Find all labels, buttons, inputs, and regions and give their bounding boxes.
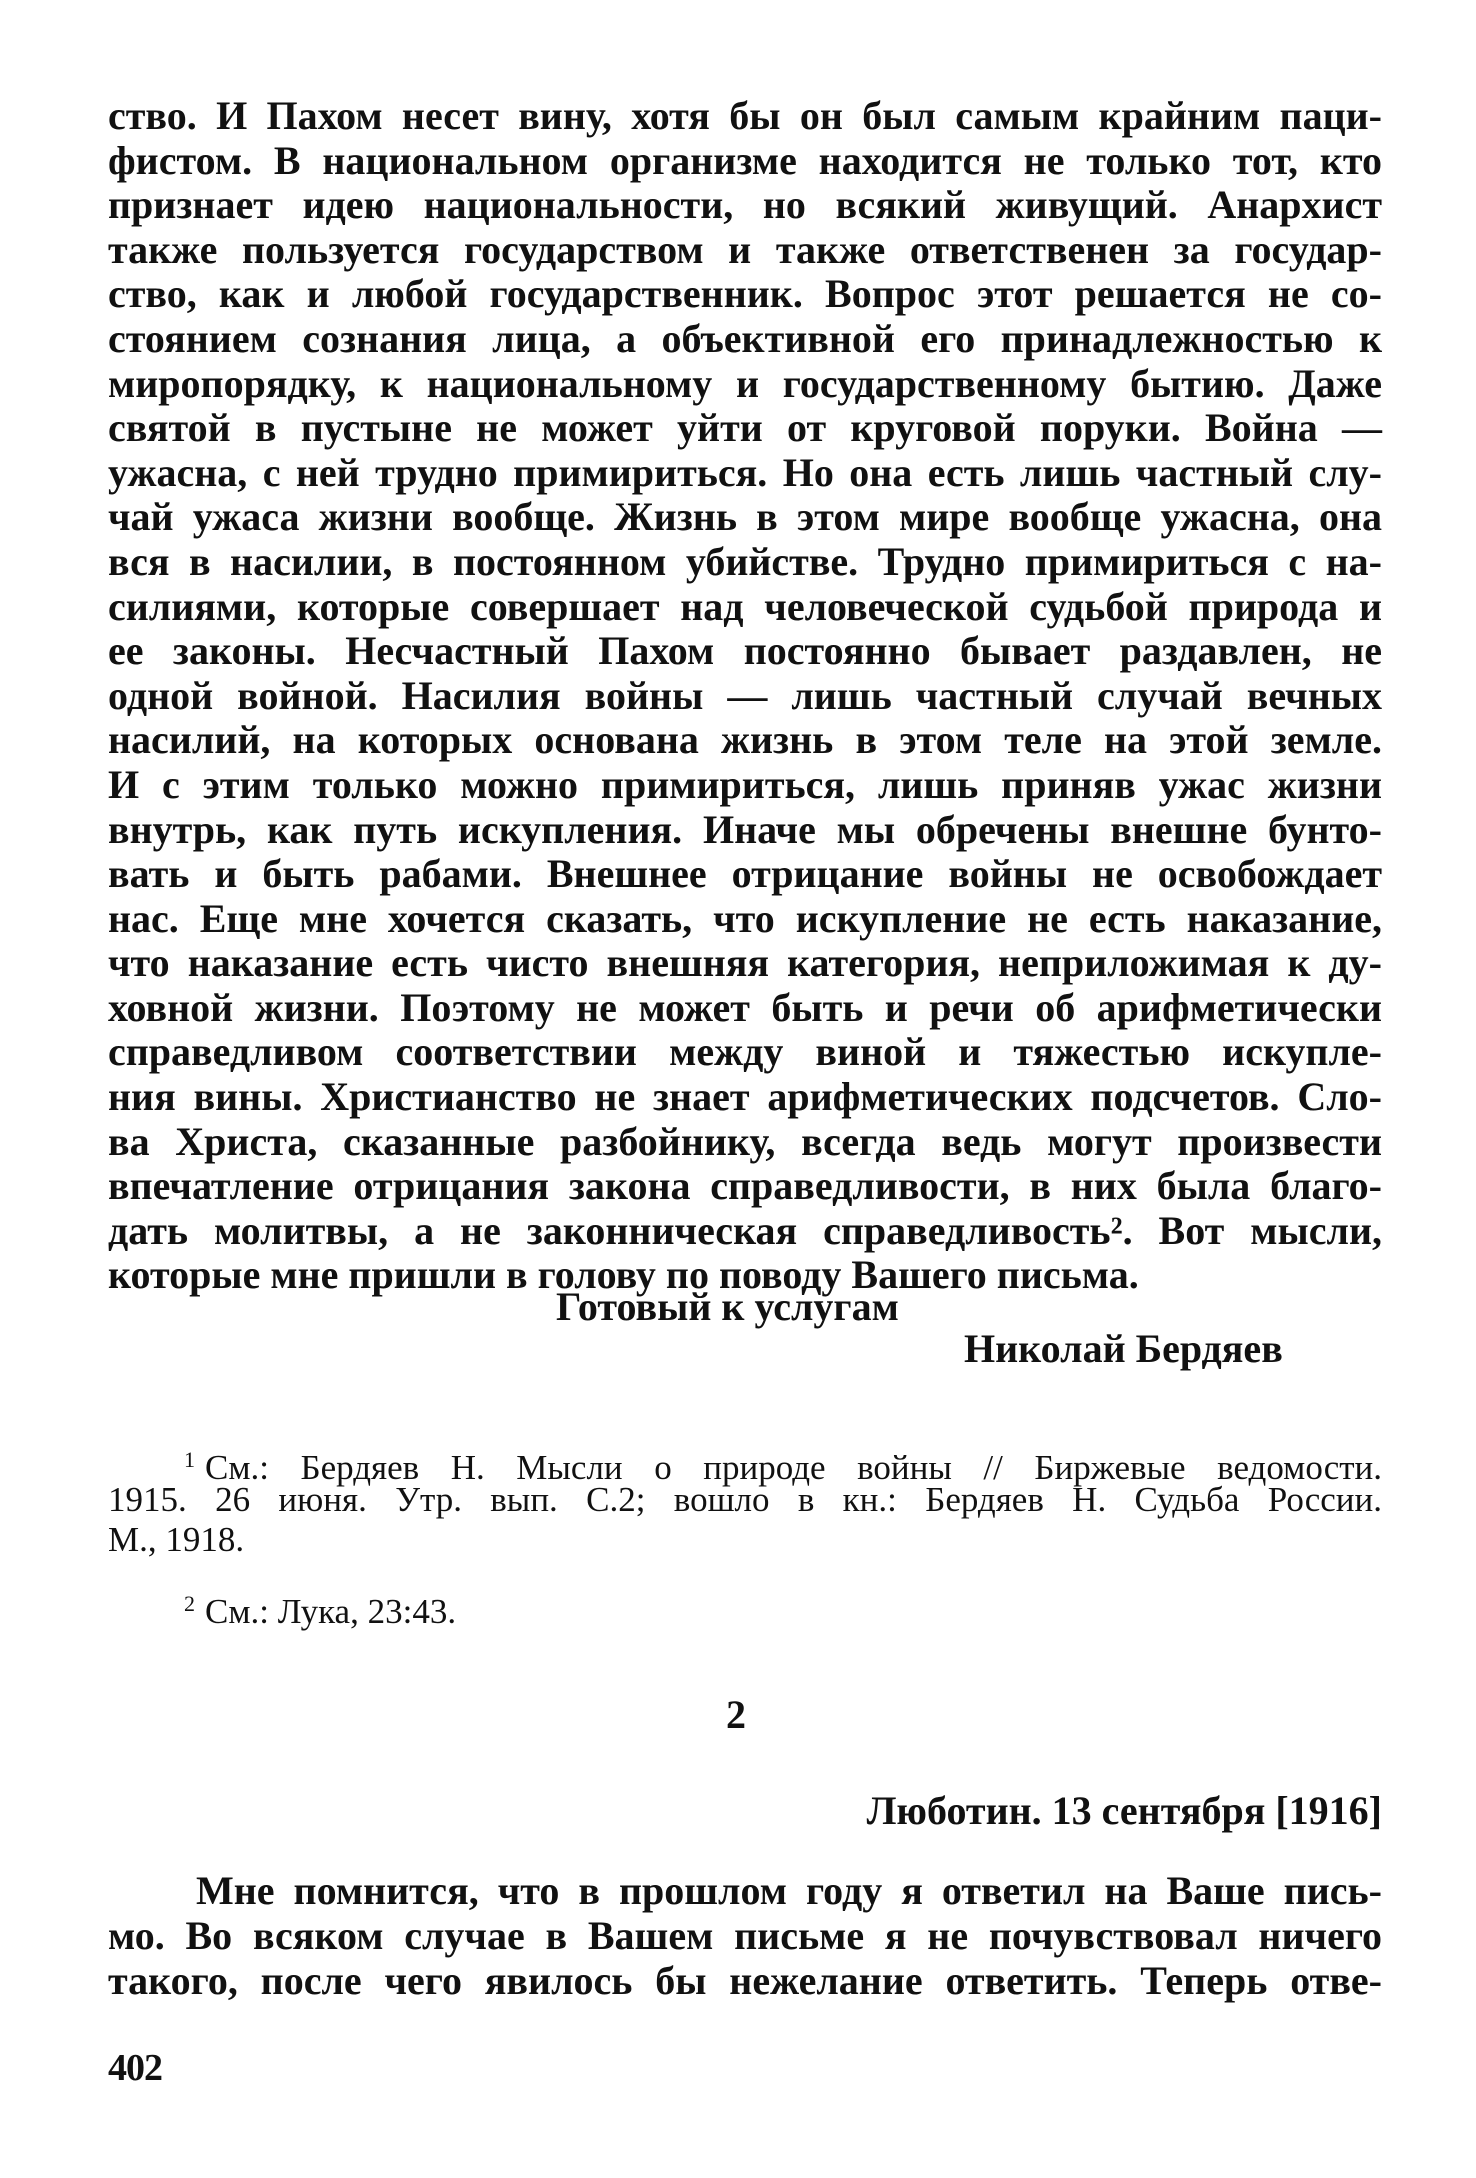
- text-line: также пользуется государством и также ответственен за государ-: [108, 226, 1382, 272]
- text-line: которые мне пришли в голову по поводу Вашего письма.: [108, 1252, 1139, 1298]
- text-line: насилий, на которых основана жизнь в этом теле на этой земле.: [108, 717, 1382, 763]
- text-line: вать и быть рабами. Внешнее отрицание войны не освобождает: [108, 851, 1382, 897]
- text-line: ужасна, с ней трудно примириться. Но она есть лишь частный слу-: [108, 449, 1382, 495]
- footnote-1-line: М., 1918.: [108, 1520, 245, 1559]
- text-line: ство, как и любой государственник. Вопрос этот решается не со-: [108, 271, 1382, 317]
- text-line: ния вины. Христианство не знает арифметических подсчетов. Сло-: [108, 1074, 1382, 1120]
- text-line: впечатление отрицания закона справедливости, в них была благо-: [108, 1163, 1382, 1209]
- text-line: силиями, которые совершает над человеческой судьбой природа и: [108, 583, 1382, 629]
- text-line: ство. И Пахом несет вину, хотя бы он был самым крайним паци-: [108, 93, 1382, 138]
- text-line: Мне помнится, что в прошлом году я ответил на Ваше пись-: [196, 1868, 1382, 1913]
- letter-2-body-text: [108, 1868, 1382, 2003]
- signature-closing: Готовый к услугам: [556, 1284, 899, 1329]
- text-line: фистом. В национальном организме находится не только тот, кто: [108, 137, 1382, 183]
- letter-place-date: Люботин. 13 сентября [1916]: [866, 1788, 1382, 1833]
- footnote-2-line: [108, 1584, 1382, 1631]
- footnotes: [108, 1440, 1382, 1631]
- page-number: 402: [108, 2047, 162, 2089]
- text-line: дать молитвы, а не законническая справедливость². Вот мысли,: [108, 1207, 1382, 1253]
- text-line: ва Христа, сказанные разбойнику, всегда ведь могут произвести: [108, 1118, 1382, 1164]
- letter-body-text: [108, 94, 1382, 1298]
- footnote-1-line: 1915. 26 июня. Утр. вып. С.2; вошло в кн.: Бердяев Н. Судьба России.: [108, 1480, 1382, 1519]
- text-line: ховной жизни. Поэтому не может быть и речи об арифметически: [108, 984, 1382, 1030]
- text-line: нас. Еще мне хочется сказать, что искупление не есть наказание,: [108, 895, 1382, 941]
- text-line: чай ужаса жизни вообще. Жизнь в этом мире вообще ужасна, она: [108, 494, 1382, 540]
- text-line: внутрь, как путь искупления. Иначе мы обречены внешне бунто-: [108, 806, 1382, 852]
- footnote-2-marker: 2: [184, 1591, 195, 1616]
- signature-name: Николай Бердяев: [964, 1326, 1283, 1371]
- footnote-1-marker: 1: [184, 1447, 195, 1472]
- text-line: справедливом соответствии между виной и тяжестью искупле-: [108, 1029, 1382, 1075]
- text-line: признает идею национальности, но всякий живущий. Анархист: [108, 182, 1382, 228]
- text-line: миропорядку, к национальному и государственному бытию. Даже: [108, 360, 1382, 406]
- text-line: одной войной. Насилия войны — лишь частный случай вечных: [108, 672, 1382, 718]
- text-line: такого, после чего явилось бы нежелание ответить. Теперь отве-: [108, 1958, 1382, 2003]
- text-line: ее законы. Несчастный Пахом постоянно бывает раздавлен, не: [108, 628, 1382, 674]
- text-line: И с этим только можно примириться, лишь приняв ужас жизни: [108, 761, 1382, 807]
- text-line: святой в пустыне не может уйти от круговой поруки. Война —: [108, 405, 1382, 451]
- footnote-2-text: См.: Лука, 23:43.: [205, 1592, 457, 1631]
- text-line: что наказание есть чисто внешняя категория, неприложимая к ду-: [108, 940, 1382, 986]
- text-line: мо. Во всяком случае в Вашем письме я не почувствовал ничего: [108, 1913, 1382, 1958]
- footnote-1-text: См.: Бердяев Н. Мысли о природе войны // Биржевые ведомости.: [205, 1448, 1382, 1487]
- text-line: стоянием сознания лица, а объективной его принадлежностью к: [108, 315, 1382, 361]
- text-line: вся в насилии, в постоянном убийстве. Трудно примириться с на-: [108, 538, 1382, 584]
- letter-number: 2: [726, 1692, 746, 1737]
- footnote-1-line: [108, 1440, 1382, 1487]
